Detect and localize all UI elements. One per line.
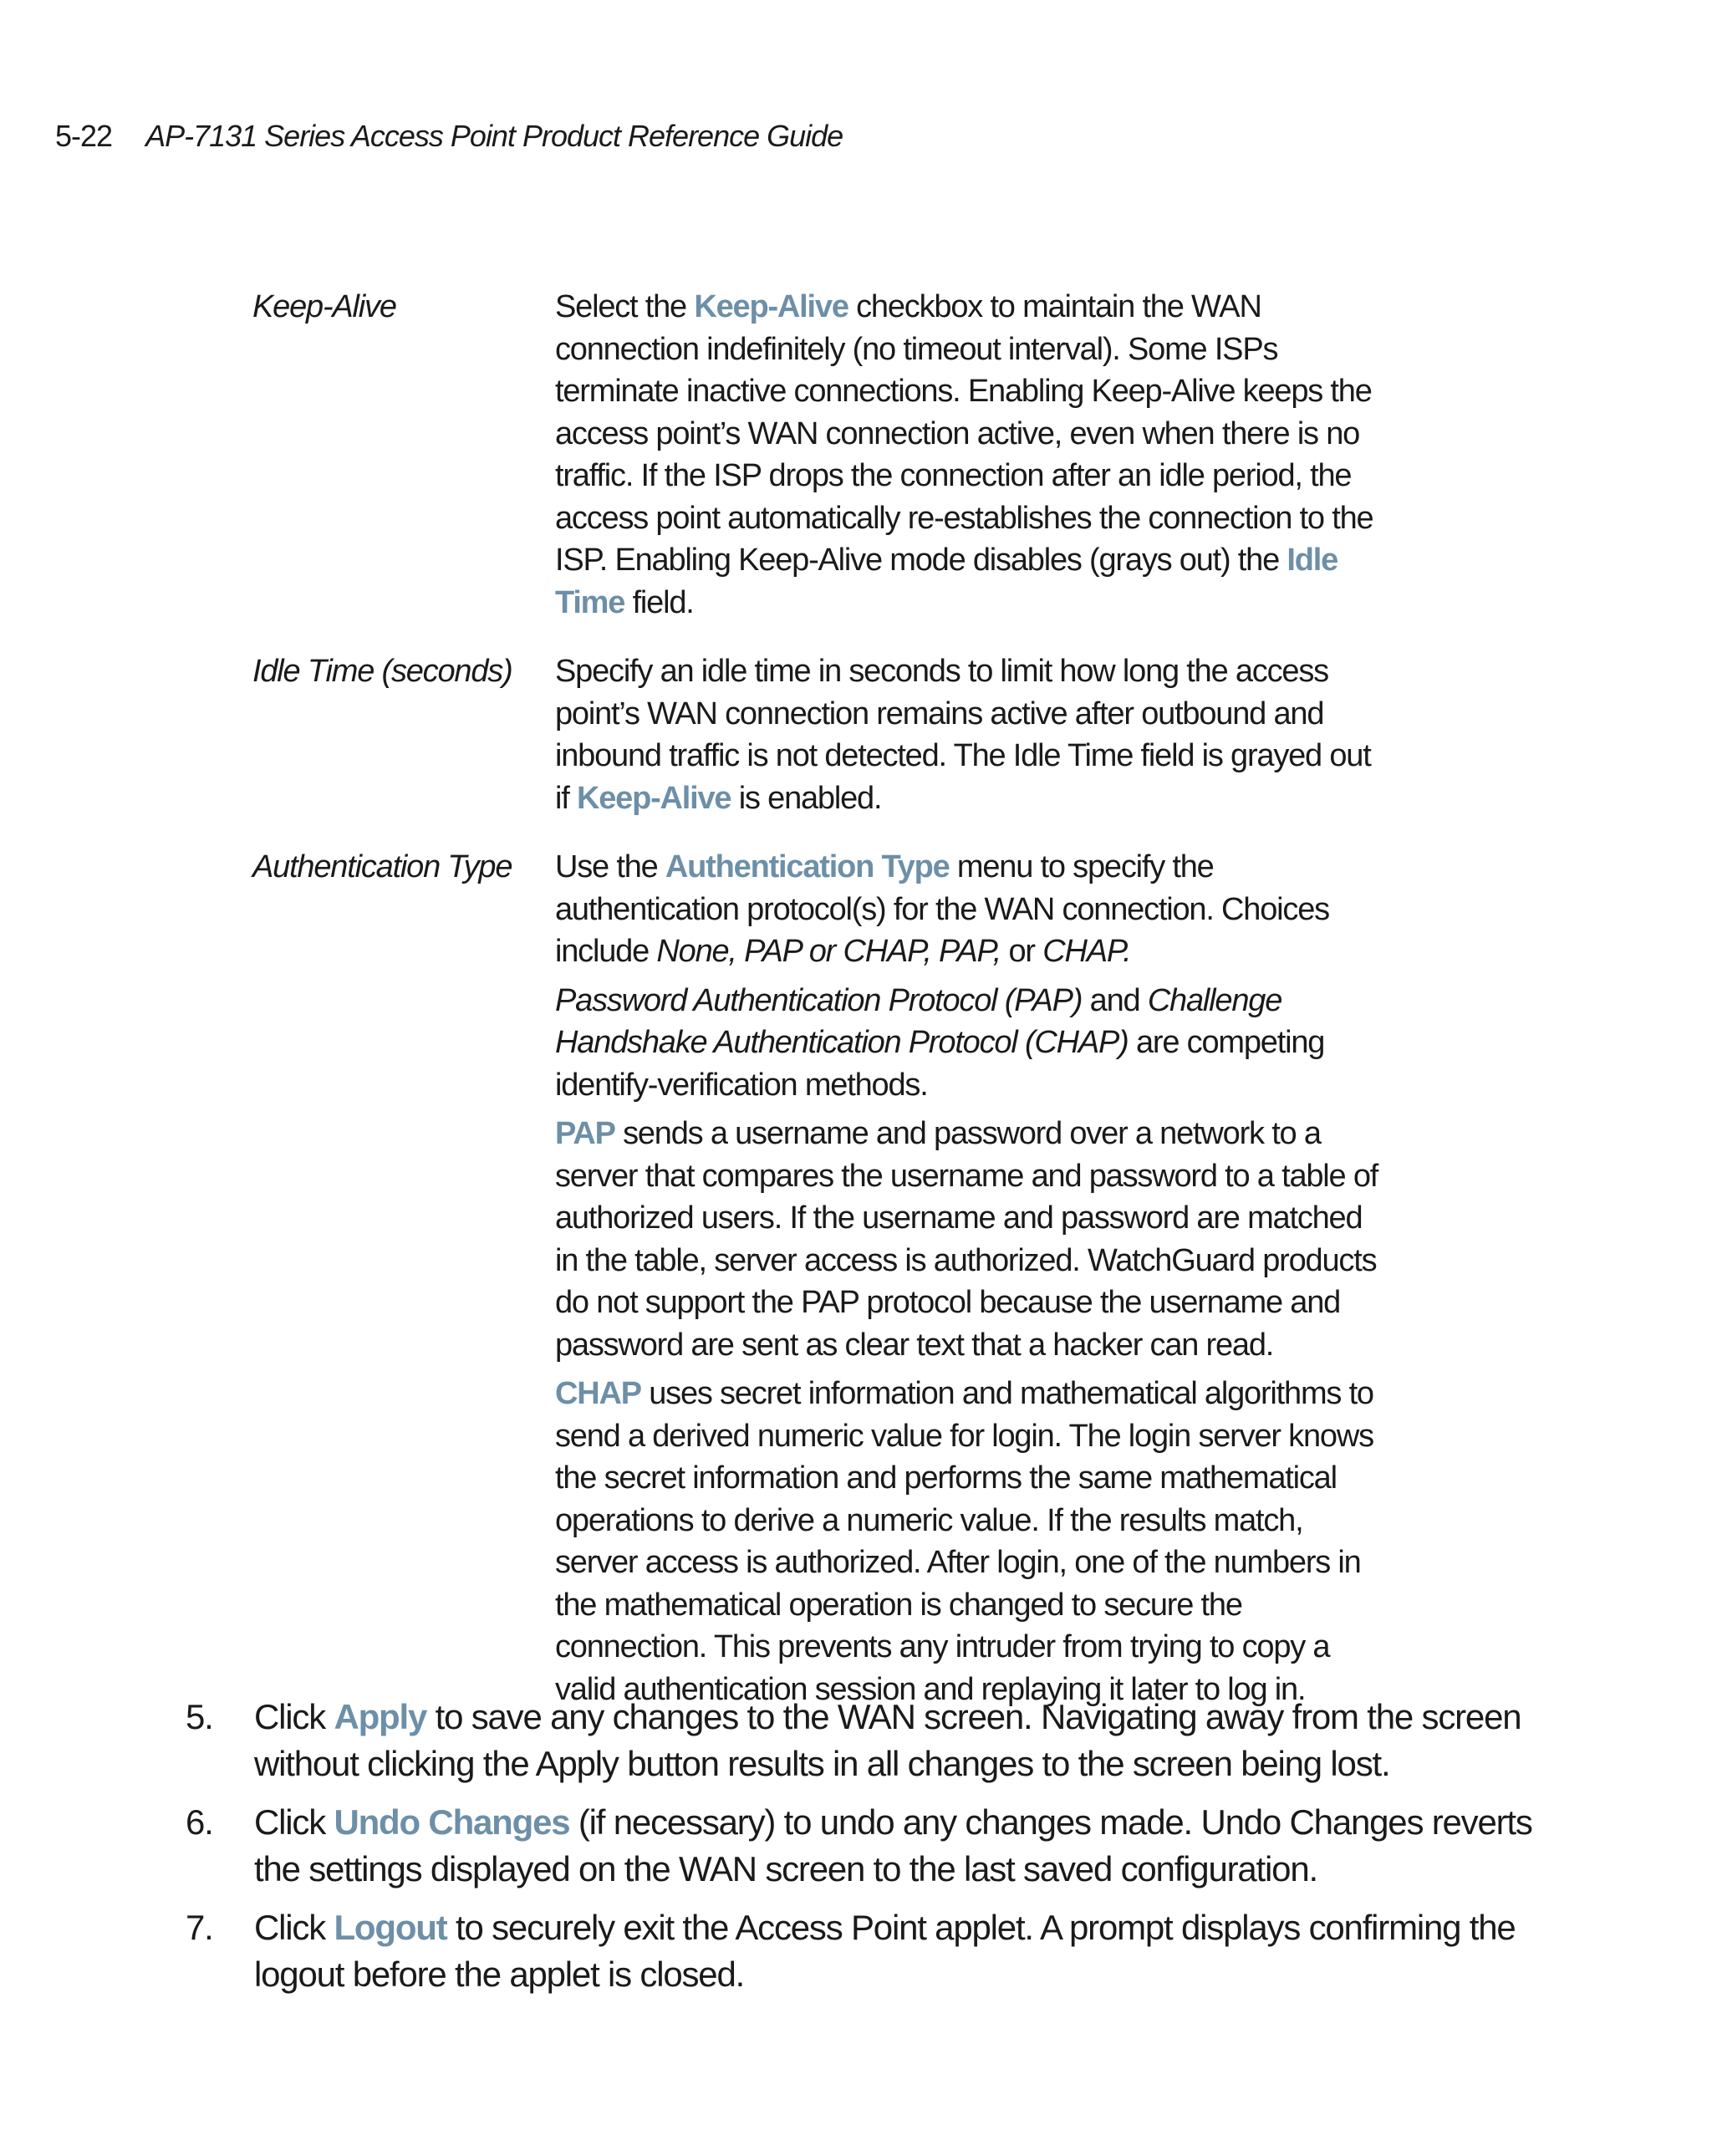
- text-run: and: [1082, 982, 1148, 1018]
- text-run: Select the: [555, 289, 695, 324]
- text-run: uses secret information and mathematical algorithms to send a derived numeric value for login. The login server knows the secret information and performs the same mathematical operations to derive a numeric value. If the results match, server access is authorized. After login, one of the numbers in the mathematical operation is changed to secure the connection. This prevents any intruder from trying to copy a valid authentication session and replaying it later to log in.: [555, 1376, 1373, 1707]
- guide-title: AP-7131 Series Access Point Product Reference Guide: [145, 119, 843, 153]
- text-run: or: [1001, 934, 1043, 969]
- text-run: to securely exit the Access Point applet. A prompt displays confirming the logout before the applet is closed.: [254, 1908, 1516, 1994]
- step-number: 6.: [186, 1802, 213, 1842]
- step-number: 7.: [186, 1908, 213, 1947]
- page-number: 5-22: [55, 119, 113, 153]
- italic-text: None, PAP or CHAP, PAP,: [656, 934, 1001, 969]
- step-text: [254, 1694, 1573, 1787]
- step-item: [186, 1904, 1573, 1998]
- field-term: Idle Time (seconds): [252, 654, 512, 689]
- field-description: [555, 650, 1391, 826]
- ui-term-highlight: Undo Changes: [334, 1802, 570, 1842]
- text-run: Click: [254, 1908, 334, 1947]
- italic-text: Challenge Handshake Authentication Protocol (CHAP): [555, 982, 1282, 1060]
- italic-text: CHAP.: [1042, 934, 1131, 969]
- text-run: Click: [254, 1697, 334, 1736]
- ui-term-highlight: Idle Time: [555, 543, 1338, 620]
- ui-term-highlight: CHAP: [555, 1376, 641, 1411]
- page-header: [55, 119, 843, 154]
- text-run: are competing identify-verification methods.: [555, 1025, 1325, 1103]
- step-item: [186, 1694, 1573, 1787]
- step-text: [254, 1904, 1573, 1998]
- step-item: [186, 1799, 1573, 1893]
- field-description-table: [252, 286, 1423, 1737]
- ui-term-highlight: Apply: [334, 1697, 427, 1736]
- ui-term-highlight: PAP: [555, 1116, 615, 1151]
- text-run: to save any changes to the WAN screen. Navigating away from the screen without clicking the Apply button results in all changes to the screen being lost.: [254, 1697, 1521, 1783]
- text-run: is enabled.: [731, 780, 882, 816]
- step-number: 5.: [186, 1697, 213, 1736]
- description-paragraph: [555, 286, 1391, 624]
- field-row: [252, 286, 1423, 630]
- field-term: Authentication Type: [252, 849, 512, 884]
- procedure-steps: [186, 1694, 1573, 2010]
- text-run: field.: [624, 584, 694, 620]
- text-run: Use the: [555, 849, 665, 884]
- description-paragraph: [555, 1113, 1391, 1366]
- field-description: [555, 846, 1391, 1717]
- description-paragraph: [555, 980, 1391, 1107]
- ui-term-highlight: Keep-Alive: [694, 289, 848, 324]
- text-run: sends a username and password over a network to a server that compares the username and password to a table of authorized users. If the username and password are matched in the table, server access is authorized. WatchGuard products do not support the PAP protocol because the username and password are sent as clear text that a hacker can read.: [555, 1116, 1378, 1363]
- text-run: checkbox to maintain the WAN connection indefinitely (no timeout interval). Some ISPs terminate inactive connections. Enabling Keep-Alive keeps the access point’s WAN connection active, even when there is no traffic. If the ISP drops the connection after an idle period, the access point automatically re-establishes the connection to the ISP. Enabling Keep-Alive mode disables (grays out) the: [555, 289, 1373, 578]
- field-description: [555, 286, 1391, 630]
- ui-term-highlight: Logout: [334, 1908, 447, 1947]
- field-term: Keep-Alive: [252, 289, 396, 324]
- ui-term-highlight: Keep-Alive: [576, 780, 731, 816]
- text-run: Specify an idle time in seconds to limit how long the access point’s WAN connection remains active after outbound and inbound traffic is not detected. The Idle Time field is grayed out if: [555, 654, 1371, 816]
- description-paragraph: [555, 1373, 1391, 1710]
- step-text: [254, 1799, 1573, 1893]
- text-run: Click: [254, 1802, 334, 1842]
- italic-text: Password Authentication Protocol (PAP): [555, 982, 1083, 1018]
- field-row: [252, 846, 1423, 1717]
- text-run: (if necessary) to undo any changes made. Undo Changes reverts the settings displayed on the WAN screen to the last saved configuration.: [254, 1802, 1532, 1888]
- text-run: menu to specify the authentication protocol(s) for the WAN connection. Choices include: [555, 849, 1329, 969]
- field-row: [252, 650, 1423, 826]
- ui-term-highlight: Authentication Type: [665, 849, 950, 884]
- description-paragraph: [555, 846, 1391, 973]
- description-paragraph: [555, 650, 1391, 819]
